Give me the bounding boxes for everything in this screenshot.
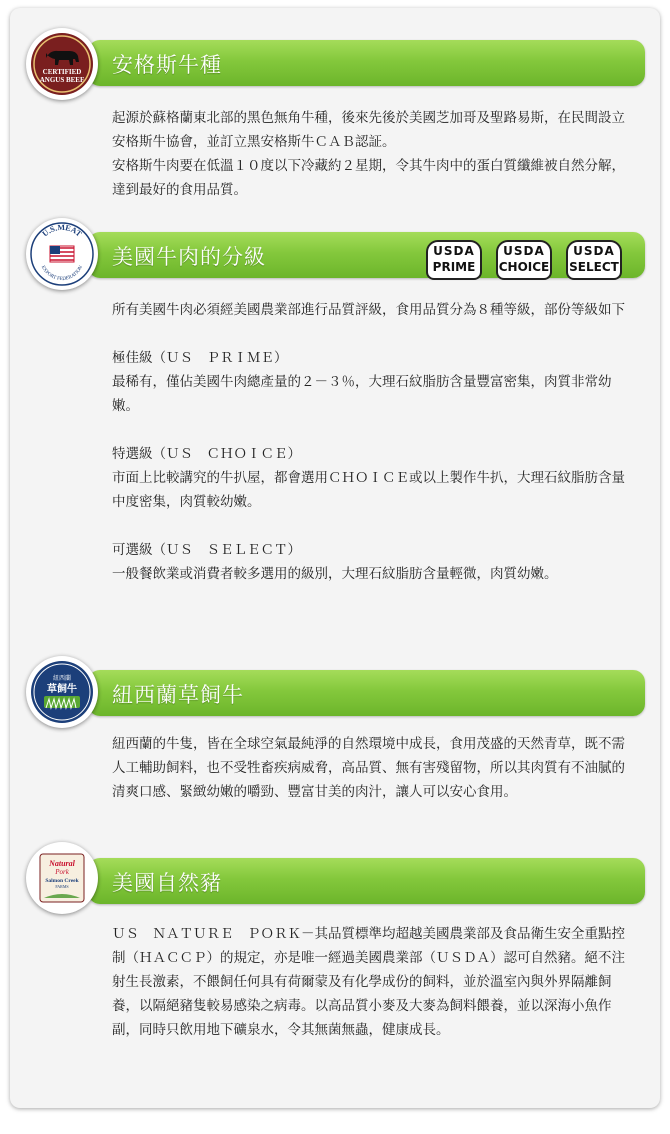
usda-grade: PRIME <box>432 260 476 274</box>
section-title: 美國自然豬 <box>112 871 222 895</box>
natural-pork-salmon-creek-farms-logo <box>26 842 98 914</box>
usda-grade: SELECT <box>569 260 619 274</box>
badge-text-line1: U.S.MEAT <box>40 222 84 239</box>
usmeat-badge-art <box>26 218 98 290</box>
paragraph: 安格斯牛肉要在低溫１０度以下冷藏約２星期，令其牛肉中的蛋白質纖維被自然分解，達到最好的食用品質。 <box>112 158 625 198</box>
section-header-angus <box>88 40 645 86</box>
usda-choice-badge <box>496 240 552 280</box>
nz-description <box>112 732 632 804</box>
badge-text-line2: EXPORT FEDERATION <box>39 265 85 283</box>
grading-description <box>112 298 632 586</box>
badge-text-line1: 紐西蘭 <box>52 675 72 682</box>
grade-select-desc: 一般餐飲業或消費者較多選用的級別，大理石紋脂肪含量輕微，肉質幼嫩。 <box>112 566 558 582</box>
grade-choice-name: 特選級（ＵＳ ＣＨＯＩＣＥ） <box>112 446 301 462</box>
grade-prime-name: 極佳級（ＵＳ ＰＲＩＭＥ） <box>112 350 288 366</box>
paragraph: 紐西蘭的牛隻，皆在全球空氣最純淨的自然環境中成長，食用茂盛的天然青草，既不需人工輔助飼料，也不受牲畜疾病威脅，高品質、無有害殘留物，所以其肉質有不油膩的清爽口感、緊緻幼嫩的嚼勁、豐富甘美的肉汁，讓人可以安心食用。 <box>112 736 625 800</box>
paragraph: ＵＳ ＮＡＴＵＲＥ ＰＯＲＫ－其品質標準均超越美國農業部及食品衛生安全重點控制（ＨＡＣＣＰ）的規定，亦是唯一經過美國農業部（ＵＳＤＡ）認可自然豬。絕不注射生長激素，不餵飼任何具有荷爾蒙及有化學成份的飼料，並於溫室內與外界隔離飼養，以隔絕豬隻較易感染之病毒。以高品質小麥及大麥為飼料餵養，並以深海小魚作副，同時只飲用地下礦泉水，令其無菌無蟲，健康成長。 <box>112 926 625 1038</box>
section-header-nz <box>88 670 645 716</box>
section-title: 紐西蘭草飼牛 <box>112 683 244 707</box>
nz-badge-art <box>26 656 98 728</box>
section-title: 美國牛肉的分級 <box>112 245 266 269</box>
grade-select-name: 可選級（ＵＳ ＳＥＬＥＣＴ） <box>112 542 301 558</box>
angus-description <box>112 106 632 202</box>
badge-text-line2: ANGUS BEEF <box>39 76 85 84</box>
badge-text-line1: CERTIFIED <box>42 68 82 76</box>
grade-choice-desc: 市面上比較講究的牛扒屋，都會選用ＣＨＯＩＣＥ或以上製作牛扒，大理石紋脂肪含量中度密集，肉質較幼嫩。 <box>112 470 625 510</box>
certified-angus-beef-logo <box>26 28 98 100</box>
new-zealand-grass-fed-logo <box>26 656 98 728</box>
pork-description <box>112 922 632 1042</box>
pork-badge-art <box>26 842 98 914</box>
usda-grade: CHOICE <box>498 260 550 274</box>
grade-prime-desc: 最稀有，僅佔美國牛肉總產量的２－３％，大理石紋脂肪含量豐富密集，肉質非常幼嫩。 <box>112 374 612 414</box>
badge-text-line1: Natural <box>49 859 75 868</box>
usda-label: USDA <box>503 244 545 258</box>
badge-text-line4: FARMS <box>55 884 69 889</box>
badge-text-line2: Pork <box>55 868 69 876</box>
usda-select-badge <box>566 240 622 280</box>
badge-text-line2: 草飼牛 <box>47 684 77 695</box>
section-header-grading <box>88 232 645 278</box>
badge-text-line3: Salmon Creek <box>45 878 79 884</box>
section-title: 安格斯牛種 <box>112 53 222 77</box>
paragraph: 起源於蘇格蘭東北部的黑色無角牛種，後來先後於美國芝加哥及聖路易斯，在民間設立安格斯牛協會，並訂立黑安格斯牛ＣＡＢ認証。 <box>112 110 625 150</box>
grading-intro: 所有美國牛肉必須經美國農業部進行品質評級，食用品質分為８種等級，部份等級如下 <box>112 302 625 318</box>
usda-label: USDA <box>433 244 475 258</box>
us-meat-export-federation-logo <box>26 218 98 290</box>
section-header-pork <box>88 858 645 904</box>
angus-badge-art <box>26 28 98 100</box>
usda-prime-badge <box>426 240 482 280</box>
usda-label: USDA <box>573 244 615 258</box>
